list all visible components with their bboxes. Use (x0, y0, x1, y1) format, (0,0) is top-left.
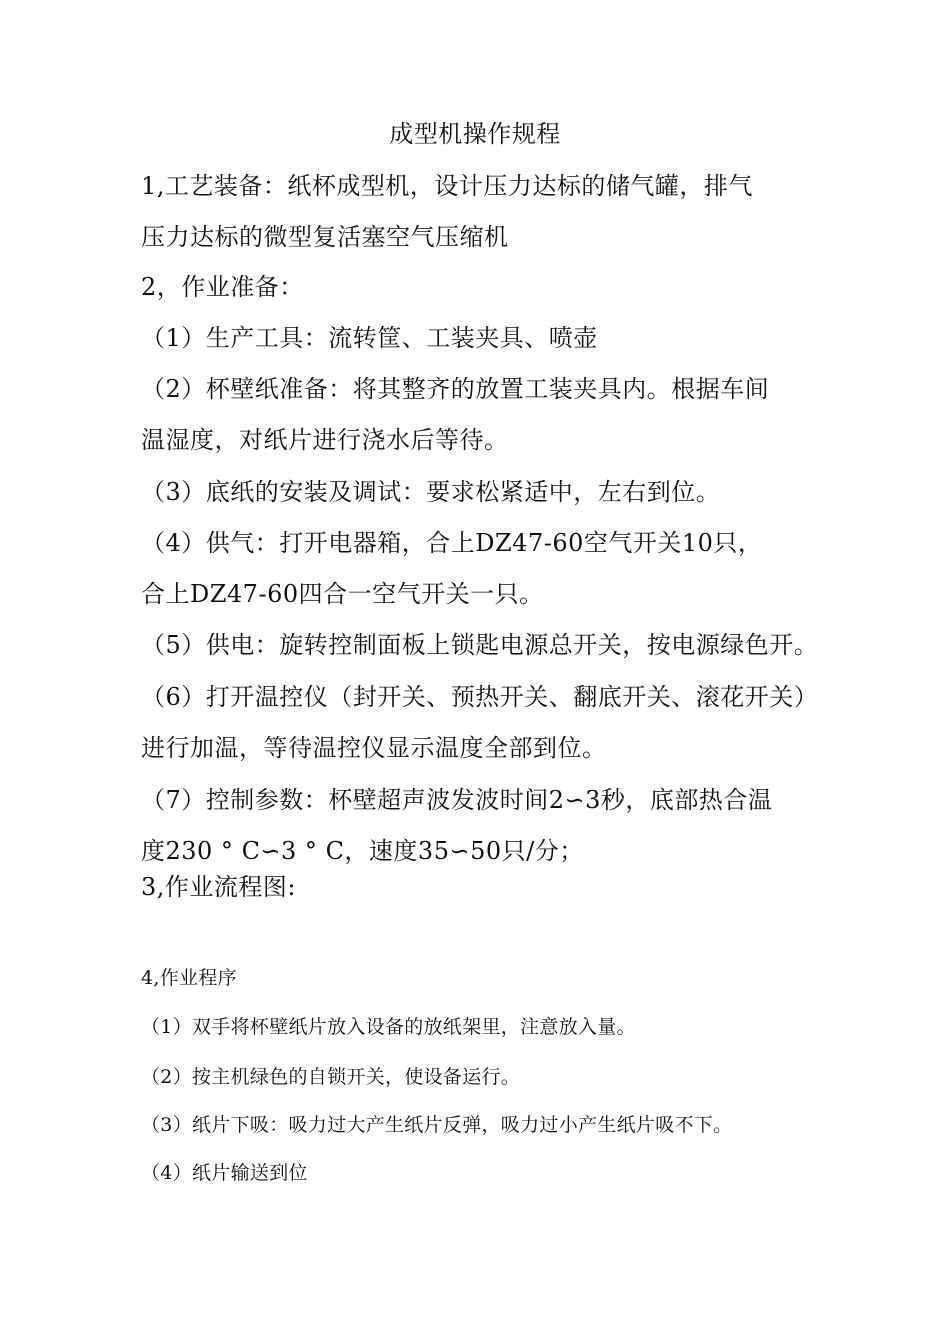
section-4-item-4: （4）纸片输送到位 (141, 1162, 308, 1184)
section-2-item-4-cont: 合上DZ47-60四合一空气开关一只。 (141, 580, 544, 608)
section-2-item-2-cont: 温湿度，对纸片进行浇水后等待。 (141, 426, 509, 454)
section-4-heading: 4,作业程序 (141, 967, 237, 989)
section-4-item-2: （2）按主机绿色的自锁开关，使设备运行。 (141, 1066, 521, 1088)
section-2-item-5: （5）供电：旋转控制面板上锁匙电源总开关，按电源绿色开。 (141, 631, 819, 659)
section-4-item-1: （1）双手将杯壁纸片放入设备的放纸架里，注意放入量。 (141, 1016, 636, 1038)
section-2-item-6-cont: 进行加温，等待温控仪显示温度全部到位。 (141, 734, 607, 762)
section-1-line-2: 压力达标的微型复活塞空气压缩机 (141, 223, 509, 251)
section-2-item-7: （7）控制参数：杯壁超声波发波时间2∽3秒，底部热合温 (141, 786, 773, 814)
section-2-item-1: （1）生产工具：流转筐、工装夹具、喷壶 (141, 324, 598, 352)
section-2-item-4: （4）供气：打开电器箱，合上DZ47-60空气开关10只， (141, 529, 763, 557)
section-4-item-3: （3）纸片下吸：吸力过大产生纸片反弹，吸力过小产生纸片吸不下。 (141, 1114, 733, 1136)
section-2-item-6: （6）打开温控仪（封开关、预热开关、翻底开关、滚花开关） (141, 683, 819, 711)
section-2-item-7-cont: 度230 ° C∽3 ° C，速度35∽50只/分； (141, 837, 584, 865)
section-2-heading: 2，作业准备： (141, 273, 304, 301)
section-1-line-1: 1,工艺装备：纸杯成型机，设计压力达标的储气罐，排气 (141, 172, 753, 200)
page-title: 成型机操作规程 (389, 120, 561, 148)
section-2-item-2: （2）杯壁纸准备：将其整齐的放置工装夹具内。根据车间 (141, 375, 770, 403)
section-2-item-3: （3）底纸的安装及调试：要求松紧适中，左右到位。 (141, 478, 721, 506)
section-3-heading: 3,作业流程图: (141, 873, 296, 901)
